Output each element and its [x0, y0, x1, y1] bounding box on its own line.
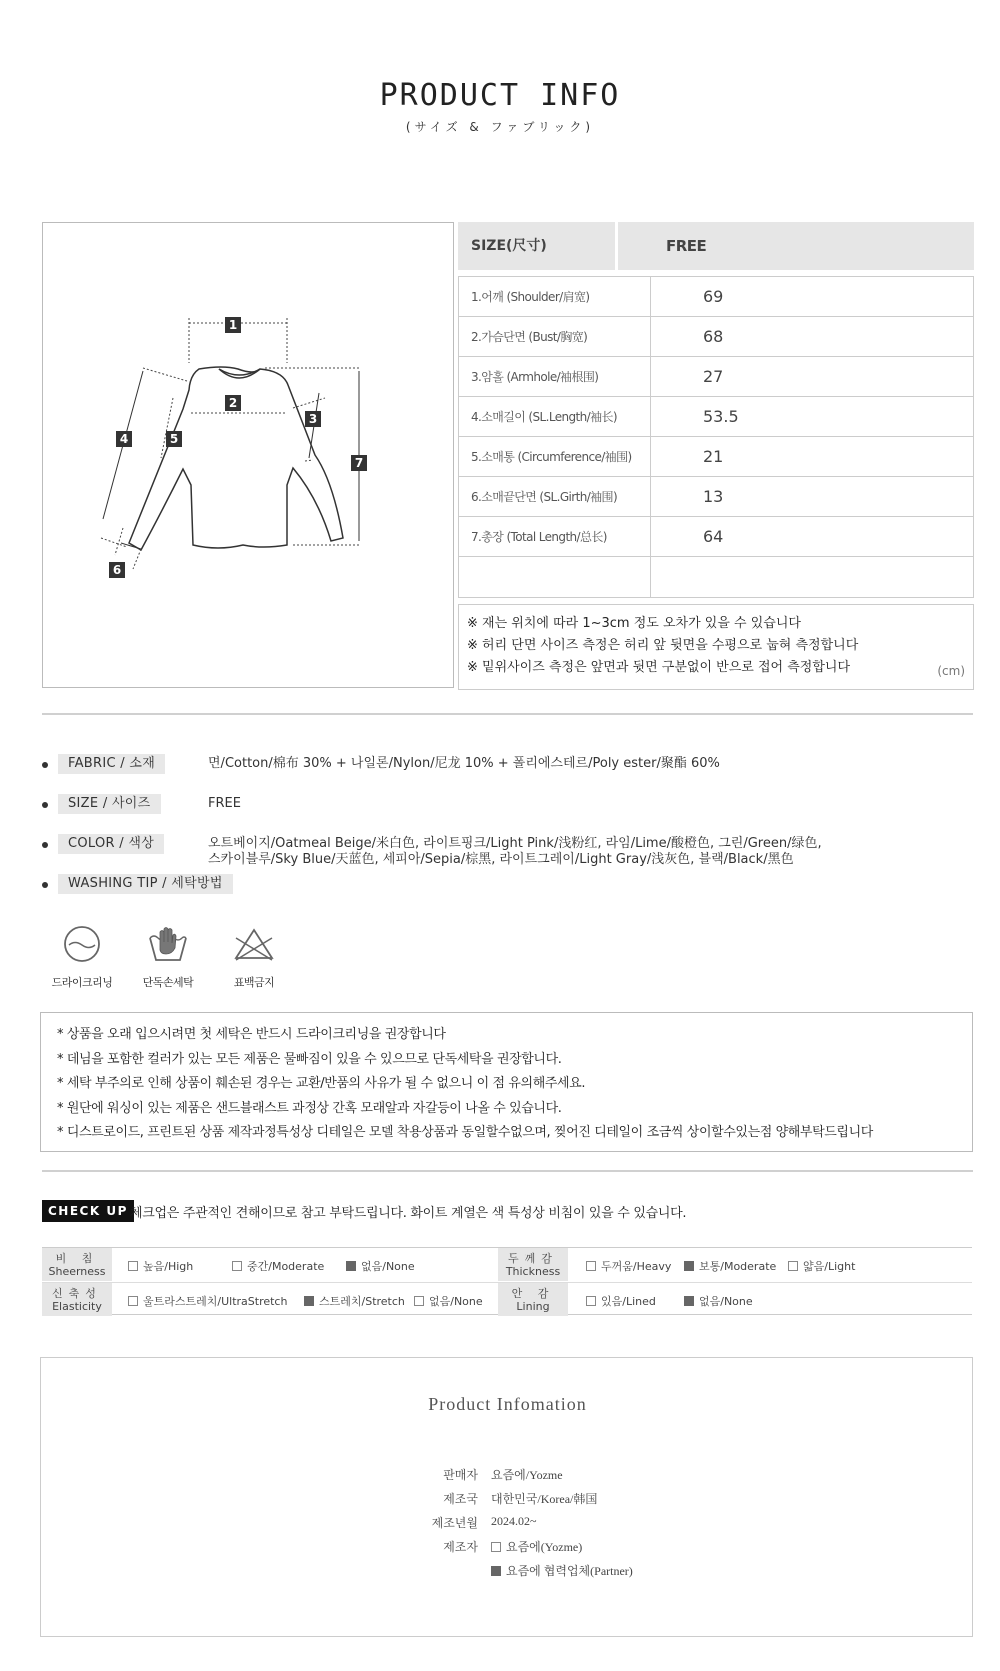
checkbox-checked-icon [684, 1261, 694, 1271]
property-row [42, 1248, 972, 1282]
product-information-title: Product Infomation [428, 1394, 587, 1414]
country-value: 대한민국/Korea/韩国 [491, 1492, 598, 1506]
washing-item [218, 924, 290, 990]
checkbox-icon [414, 1296, 424, 1306]
checkbox-checked-icon [491, 1566, 501, 1576]
checkbox-checked-icon [304, 1296, 314, 1306]
size-row-value: 68 [703, 327, 724, 346]
thickness-option[interactable]: 얇음/Light [788, 1258, 855, 1274]
note-line: ※ 재는 위치에 따라 1~3cm 정도 오차가 있을 수 있습니다 [467, 616, 801, 631]
maker-option-2[interactable]: 요즘에 협력업체(Partner) [491, 1562, 633, 1579]
size-row-value: 64 [703, 527, 724, 546]
table-row [459, 557, 973, 597]
size-table-header [458, 222, 974, 270]
marker-1: 1 [228, 318, 238, 332]
size-row-value: 21 [703, 447, 724, 466]
lining-option[interactable]: 없음/None [684, 1293, 753, 1309]
checkbox-icon [586, 1296, 596, 1306]
bullet-icon [42, 882, 48, 888]
size-row-value: 13 [703, 487, 724, 506]
divider [42, 713, 973, 715]
date-row [41, 1514, 974, 1534]
maker-label: 제조자 [443, 1540, 478, 1554]
product-information-box [40, 1357, 973, 1637]
washing-item [132, 924, 204, 990]
maker-row-2 [41, 1562, 974, 1582]
seller-value: 요즘에/Yozme [491, 1468, 563, 1482]
no-bleach-icon [232, 924, 276, 964]
fabric-value: 면/Cotton/棉布 30% + 나일론/Nylon/尼龙 10% + 폴리에스테르/Poly ester/聚酯 60% [208, 756, 720, 771]
care-note: * 데님을 포함한 컬러가 있는 모든 제품은 물빠짐이 있을 수 있으므로 단독세탁을 권장합니다. [57, 1051, 562, 1067]
bullet-icon [42, 802, 48, 808]
elasticity-label: 신축성 Elasticity [42, 1283, 112, 1316]
washing-icon-label: 단독손세탁 [142, 976, 194, 989]
sweater-outline [129, 367, 343, 550]
checkbox-checked-icon [346, 1261, 356, 1271]
size-row-label: 7.총장 (Total Length/总长) [459, 517, 651, 556]
size-row [42, 794, 982, 816]
checkup-tag: CHECK UP [42, 1200, 134, 1222]
country-row [41, 1490, 974, 1510]
size-label: SIZE / 사이즈 [58, 794, 161, 814]
thickness-label: 두께감 Thickness [498, 1248, 568, 1281]
washing-item [46, 924, 118, 990]
table-row [459, 317, 973, 357]
care-note: * 세탁 부주의로 인해 상품이 훼손된 경우는 교환/반품의 사유가 될 수 없으니 이 점 유의해주세요. [57, 1076, 586, 1091]
size-row-value: 53.5 [703, 407, 739, 426]
table-row [459, 517, 973, 557]
marker-7: 7 [354, 456, 364, 470]
elasticity-option[interactable]: 스트레치/Stretch [304, 1293, 405, 1309]
size-row-value [651, 557, 973, 597]
color-row [42, 834, 982, 867]
marker-2: 2 [228, 396, 238, 410]
marker-5: 5 [169, 432, 179, 446]
page-subtitle: (サイズ & ファブリック) [405, 120, 595, 134]
measurement-notes [458, 604, 974, 690]
size-row-label: 6.소매끝단면 (SL.Girth/袖围) [459, 477, 651, 516]
size-row-label: 2.가슴단면 (Bust/胸宽) [459, 317, 651, 356]
color-line-2: 스카이블루/Sky Blue/天蓝色, 세피아/Sepia/棕黑, 라이트그레이/Light Gray/浅灰色, 블랙/Black/黑色 [208, 852, 794, 867]
sheerness-option[interactable]: 없음/None [346, 1258, 415, 1274]
color-line-1: 오트베이지/Oatmeal Beige/米白色, 라이트핑크/Light Pink/浅粉红, 라임/Lime/酸橙色, 그린/Green/绿色, [208, 836, 822, 851]
table-row [459, 397, 973, 437]
size-row-value: 69 [703, 287, 724, 306]
washing-label: WASHING TIP / 세탁방법 [58, 874, 233, 894]
care-note: * 상품을 오래 입으시려면 첫 세탁은 반드시 드라이크리닝을 권장합니다 [57, 1027, 446, 1042]
fabric-row [42, 754, 982, 776]
sheerness-option[interactable]: 높음/High [128, 1258, 193, 1274]
page-title: PRODUCT INFO [379, 78, 621, 113]
table-row [459, 477, 973, 517]
table-row [459, 437, 973, 477]
washing-row [42, 874, 982, 896]
size-row-label: 3.암홀 (Armhole/袖根围) [459, 357, 651, 396]
washing-icons [51, 924, 294, 994]
fabric-properties-table [42, 1247, 972, 1315]
size-table [458, 222, 974, 690]
date-value: 2024.02~ [491, 1514, 537, 1528]
color-label: COLOR / 색상 [58, 834, 164, 854]
size-row-label [459, 557, 651, 597]
elasticity-option[interactable]: 없음/None [414, 1293, 483, 1309]
size-header-label: SIZE(尺寸) [458, 222, 618, 270]
size-row-label: 1.어깨 (Shoulder/肩宽) [459, 277, 651, 316]
seller-label: 판매자 [443, 1468, 478, 1482]
maker-option-1[interactable]: 요즘에(Yozme) [491, 1538, 582, 1555]
marker-4: 4 [119, 432, 129, 446]
unit-label: (cm) [937, 664, 965, 678]
checkbox-icon [128, 1296, 138, 1306]
care-notes-box [40, 1012, 973, 1152]
sheerness-label: 비 침 Sheerness [42, 1248, 112, 1281]
marker-6: 6 [112, 563, 122, 577]
checkbox-icon [491, 1542, 501, 1552]
color-value [208, 836, 822, 868]
sweater-diagram-svg [43, 223, 455, 689]
size-row-value: 27 [703, 367, 724, 386]
thickness-option[interactable]: 두꺼움/Heavy [586, 1258, 671, 1274]
divider [42, 1170, 973, 1172]
maker-row [41, 1538, 974, 1558]
property-row [42, 1282, 972, 1316]
elasticity-option[interactable]: 울트라스트레치/UltraStretch [128, 1293, 287, 1309]
checkbox-icon [788, 1261, 798, 1271]
dry-clean-icon [62, 924, 102, 964]
washing-icon-label: 표백금지 [233, 976, 275, 989]
size-value: FREE [208, 796, 241, 811]
checkbox-icon [232, 1261, 242, 1271]
seller-row [41, 1466, 974, 1486]
lining-option[interactable]: 있음/Lined [586, 1293, 656, 1309]
size-row-label: 5.소매통 (Circumference/袖围) [459, 437, 651, 476]
sheerness-option[interactable]: 중간/Moderate [232, 1258, 324, 1274]
thickness-option[interactable]: 보통/Moderate [684, 1258, 776, 1274]
table-row [459, 357, 973, 397]
note-line: ※ 허리 단면 사이즈 측정은 허리 앞 뒷면을 수평으로 눕혀 측정합니다 [467, 638, 859, 653]
size-diagram [42, 222, 454, 688]
date-label: 제조년월 [431, 1516, 478, 1530]
fabric-label: FABRIC / 소재 [58, 754, 165, 774]
care-note: * 디스트로이드, 프린트된 상품 제작과정특성상 디테일은 모델 착용상품과 동일할수없으며, 찢어진 디테일이 조금씩 상이할수있는점 양해부탁드립니다 [57, 1125, 873, 1140]
size-table-body [458, 276, 974, 598]
country-label: 제조국 [443, 1492, 478, 1506]
table-row [459, 277, 973, 317]
size-row-label: 4.소매길이 (SL.Length/袖长) [459, 397, 651, 436]
washing-icon-label: 드라이크리닝 [51, 976, 113, 989]
lining-label: 안 감 Lining [498, 1283, 568, 1316]
size-header-value: FREE [666, 237, 707, 255]
marker-3: 3 [308, 412, 318, 426]
bullet-icon [42, 842, 48, 848]
checkup-text: 체크업은 주관적인 견해이므로 참고 부탁드립니다. 화이트 계열은 색 특성상 비침이 있을 수 있습니다. [130, 1206, 687, 1221]
checkbox-icon [586, 1261, 596, 1271]
dimension-guides [101, 318, 359, 569]
care-note: * 원단에 워싱이 있는 제품은 샌드블래스트 과정상 간혹 모래알과 자갈등이 나올 수 있습니다. [57, 1100, 562, 1116]
bullet-icon [42, 762, 48, 768]
note-line: ※ 밑위사이즈 측정은 앞면과 뒷면 구분없이 반으로 접어 측정합니다 [467, 660, 851, 675]
hand-wash-icon [146, 924, 190, 964]
checkbox-checked-icon [684, 1296, 694, 1306]
checkbox-icon [128, 1261, 138, 1271]
